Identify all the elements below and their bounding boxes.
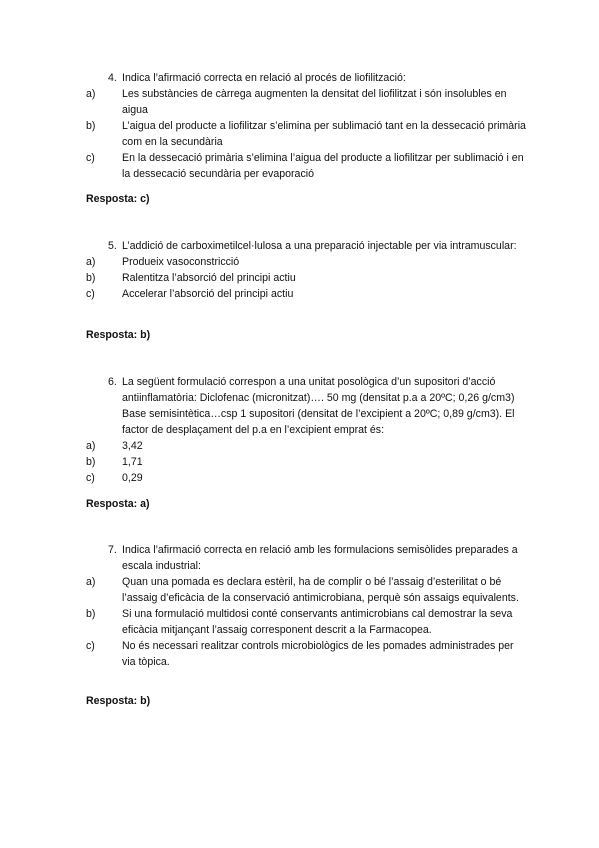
option-text: 0,29 [122,472,143,484]
option-letter: c) [86,152,95,164]
option-letter: b) [86,608,96,620]
option-letter: c) [86,472,95,484]
option-text: 3,42 [122,440,143,452]
answer-7: Resposta: b) [86,695,151,707]
answer-4: Resposta: c) [86,193,150,205]
option-letter: b) [86,120,96,132]
option-text: No és necessari realitzar controls microbiològics de les pomades administrades per via tòpica. [122,640,514,668]
question-number: 7. [108,544,117,556]
option-b [86,606,526,638]
option-text: Accelerar l’absorció del principi actiu [122,288,294,300]
option-letter: a) [86,440,96,452]
option-letter: b) [86,456,96,468]
question-4 [86,70,526,182]
option-a [86,574,526,606]
question-7 [86,542,526,670]
question-text: Indica l’afirmació correcta en relació al procés de liofilització: [122,72,406,84]
option-letter: a) [86,576,96,588]
option-letter: c) [86,640,95,652]
question-number: 5. [108,240,117,252]
option-c [86,470,526,486]
option-a [86,86,526,118]
option-letter: a) [86,256,96,268]
question-6 [86,374,526,486]
option-c [86,286,526,302]
option-text: Produeix vasoconstricció [122,256,240,268]
option-a [86,438,526,454]
answer-6: Resposta: a) [86,498,150,510]
option-b [86,270,526,286]
option-c [86,150,526,182]
option-c [86,638,526,670]
option-letter: b) [86,272,96,284]
question-text: Indica l’afirmació correcta en relació amb les formulacions semisòlides preparades a escala industrial: [122,544,518,572]
option-b [86,454,526,470]
question-5 [86,238,526,302]
option-letter: a) [86,88,96,100]
option-text: Ralentitza l’absorció del principi actiu [122,272,296,284]
question-text: La següent formulació correspon a una unitat posològica d’un supositori d’acció antiinflamatòria: Diclofenac (micronitzat)…. 50 mg (densitat p.a a 20ºC; 0,26 g/cm3) Base semisintètica…csp 1 supositori (densitat de l’excipient a 20ºC; 0,89 g/cm3). El factor de desplaçament del p.a en l’excipient emprat és: [122,376,515,436]
option-letter: c) [86,288,95,300]
option-b [86,118,526,150]
option-text: Les substàncies de càrrega augmenten la densitat del liofilitzat i són insolubles en aigua [122,88,507,116]
option-text: 1,71 [122,456,143,468]
option-text: Quan una pomada es declara estèril, ha de complir o bé l’assaig d’esterilitat o bé l’assaig d’eficàcia de la conservació antimicrobiana, perquè són assaigs equivalents. [122,576,519,604]
question-number: 4. [108,72,117,84]
option-a [86,254,526,270]
option-text: Si una formulació multidosi conté conservants antimicrobians cal demostrar la seva eficàcia mitjançant l’assaig corresponent descrit a la Farmacopea. [122,608,513,636]
option-text: En la dessecació primària s’elimina l’aigua del producte a liofilitzar per sublimació i en la dessecació secundària per evaporació [122,152,524,180]
answer-5: Resposta: b) [86,329,151,341]
option-text: L’aigua del producte a liofilitzar s’elimina per sublimació tant en la dessecació primària com en la secundària [122,120,526,148]
question-number: 6. [108,376,117,388]
question-text: L’addició de carboximetilcel·lulosa a una preparació injectable per via intramuscular: [122,240,517,252]
